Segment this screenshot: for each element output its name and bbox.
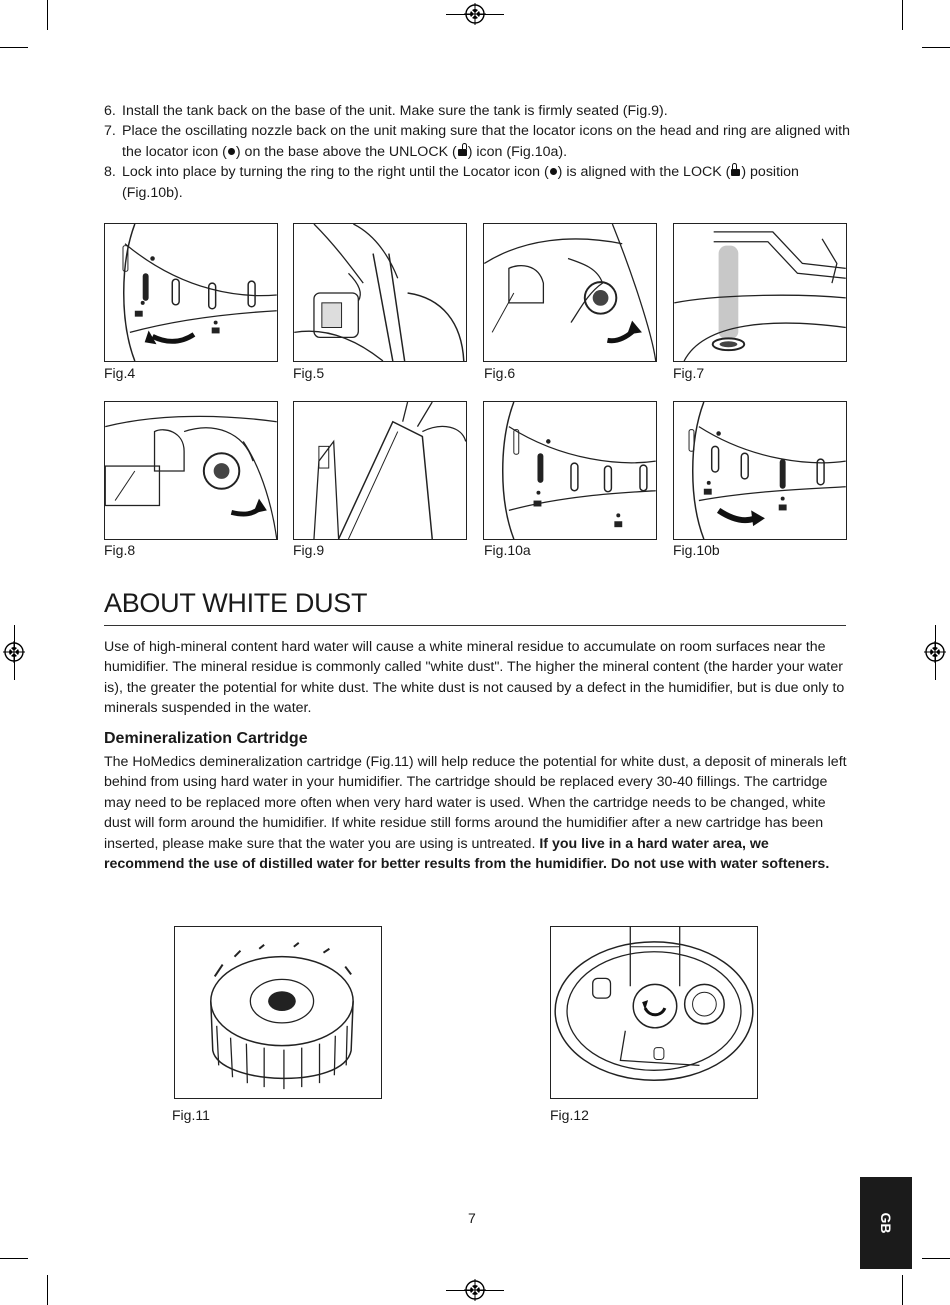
cartridge-body-text: The HoMedics demineralization cartridge (Fig.11) will help reduce the potential for white dust, a deposit of minerals left behind from using hard water in your humidifier. The cartridge should be replaced every 30-40 fillings. The cartridge may need to be replaced more often when very hard water is used. When the cartridge needs to be changed, white dust will form around the humidifier. If white residue still forms around the humidifier after a new cartridge has been inserted, please make sure that the water you are using is untreated. [104,754,847,852]
step-number: 8. [104,164,116,181]
crop-mark [0,47,28,48]
crop-mark [922,1258,950,1259]
language-tab-label: GB [878,1212,894,1234]
figure-5-image [293,223,467,362]
figure-10a-image [483,401,657,540]
crop-mark [902,1275,903,1305]
figure-caption: Fig.11 [172,1107,210,1123]
figure-caption: Fig.6 [484,365,516,381]
unlock-icon [458,149,467,156]
figure-caption: Fig.12 [550,1107,589,1123]
figure-caption: Fig.4 [104,365,136,381]
registration-mark-icon [464,3,486,25]
crop-mark [47,1275,48,1305]
step-text: ) icon (Fig.10a). [467,143,568,160]
step-7 [104,121,854,162]
registration-mark-icon [464,1279,486,1301]
figure-caption: Fig.8 [104,542,136,558]
figure-9-image [293,401,467,540]
figure-caption: Fig.5 [293,365,325,381]
section-divider [104,625,846,626]
step-text: ) is aligned with the LOCK ( [557,164,731,181]
figure-caption: Fig.7 [673,365,705,381]
step-number: 7. [104,123,116,140]
cartridge-heading: Demineralization Cartridge [104,730,308,747]
figure-caption: Fig.10b [673,542,720,558]
registration-mark-icon [924,641,946,663]
figure-caption: Fig.9 [293,542,325,558]
step-text: Place the oscillating nozzle back on the unit making sure that the locator icons on the head and ring are aligned with the locator icon ( [122,123,850,160]
section-title: ABOUT WHITE DUST [104,588,368,618]
crop-mark [0,1258,28,1259]
crop-mark [47,0,48,30]
step-text: ) on the base above the UNLOCK ( [235,143,457,160]
figure-8-image [104,401,278,540]
figure-6-image [483,223,657,362]
step-text: ) position (Fig.10b). [122,164,799,201]
figure-4-image [104,223,278,362]
figure-7-image [673,223,847,362]
cartridge-warning: If you live in a hard water area, we recommend the use of distilled water for better results from the humidifier. Do not use with water softeners. [104,835,830,873]
figure-caption: Fig.10a [484,542,531,558]
registration-mark-icon [3,641,25,663]
step-number: 6. [104,103,116,119]
instruction-steps [104,101,854,203]
crop-mark [902,0,903,30]
language-tab [860,1177,912,1269]
locator-icon [228,148,235,155]
figure-12-image [550,926,758,1099]
crop-mark [922,47,950,48]
locator-icon [550,168,557,175]
step-8 [104,162,854,203]
white-dust-intro: Use of high-mineral content hard water will cause a white mineral residue to accumulate on room surfaces near the humidifier. The mineral residue is commonly called "white dust". The higher the mineral content (the harder your water is), the greater the potential for white dust. The white dust is not caused by a defect in the humidifier, but is due only to minerals suspended in the water. [104,639,845,717]
cartridge-body [104,752,849,874]
figure-11-image [174,926,382,1099]
step-6 [104,101,854,121]
lock-icon [731,169,740,176]
figure-10b-image [673,401,847,540]
step-text: Lock into place by turning the ring to the right until the Locator icon ( [122,164,549,181]
step-text: Install the tank back on the base of the unit. Make sure the tank is firmly seated (Fig.9). [122,103,668,119]
page-number: 7 [468,1210,476,1226]
